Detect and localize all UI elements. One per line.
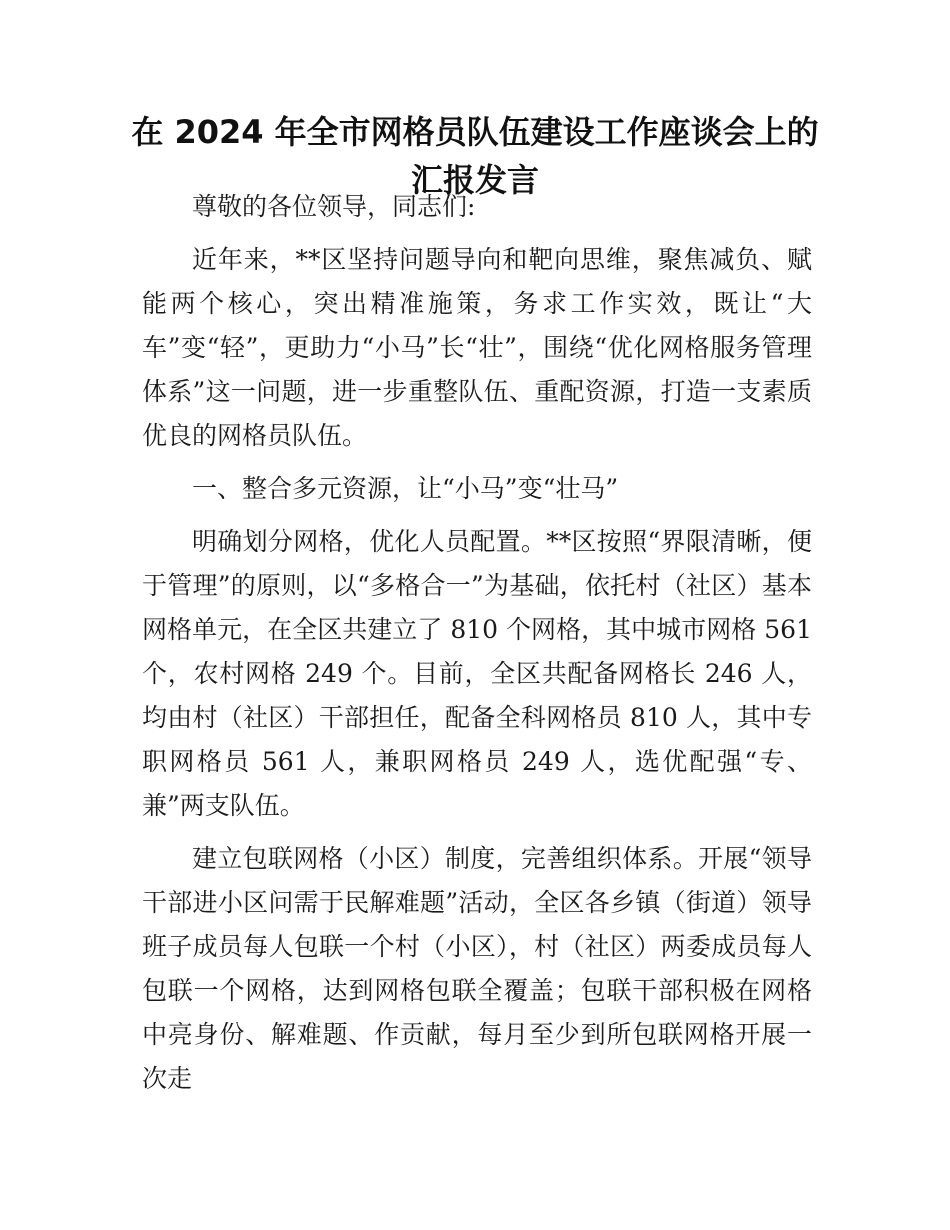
salutation: 尊敬的各位领导，同志们:: [192, 192, 476, 221]
document-title-line-1: 在 2024 年全市网格员队伍建设工作座谈会上的: [131, 113, 819, 151]
section-heading-1: 一、整合多元资源，让“小马”变“壮马”: [192, 474, 619, 503]
body-paragraph-1: 明确划分网格，优化人员配置。**区按照“界限清晰，便于管理”的原则，以“多格合一”为基础，依托村（社区）基本网格单元，在全区共建立了 810 个网格，其中城市网格 561 个，农村网格 249 个。目前，全区共配备网格长 246 人，均由村（社区）干部担任，配备全科网格员 810 人，其中专职网格员 561 人，兼职网格员 249 人，选优配强“专、兼”两支队伍。: [142, 527, 812, 820]
intro-paragraph: 近年来，**区坚持问题导向和靶向思维，聚焦减负、赋能两个核心，突出精准施策，务求工作实效，既让“大车”变“轻”，更助力“小马”长“壮”，围绕“优化网格服务管理体系”这一问题，进一步重整队伍、重配资源，打造一支素质优良的网格员队伍。: [142, 245, 812, 450]
document-title-line-2: 汇报发言: [410, 161, 539, 199]
body-paragraph-2: 建立包联网格（小区）制度，完善组织体系。开展“领导干部进小区问需于民解难题”活动，全区各乡镇（街道）领导班子成员每人包联一个村（小区），村（社区）两委成员每人包联一个网格，达到网格包联全覆盖；包联干部积极在网格中亮身份、解难题、作贡献，每月至少到所包联网格开展一次走: [142, 844, 812, 1093]
document-body: [142, 185, 812, 1101]
